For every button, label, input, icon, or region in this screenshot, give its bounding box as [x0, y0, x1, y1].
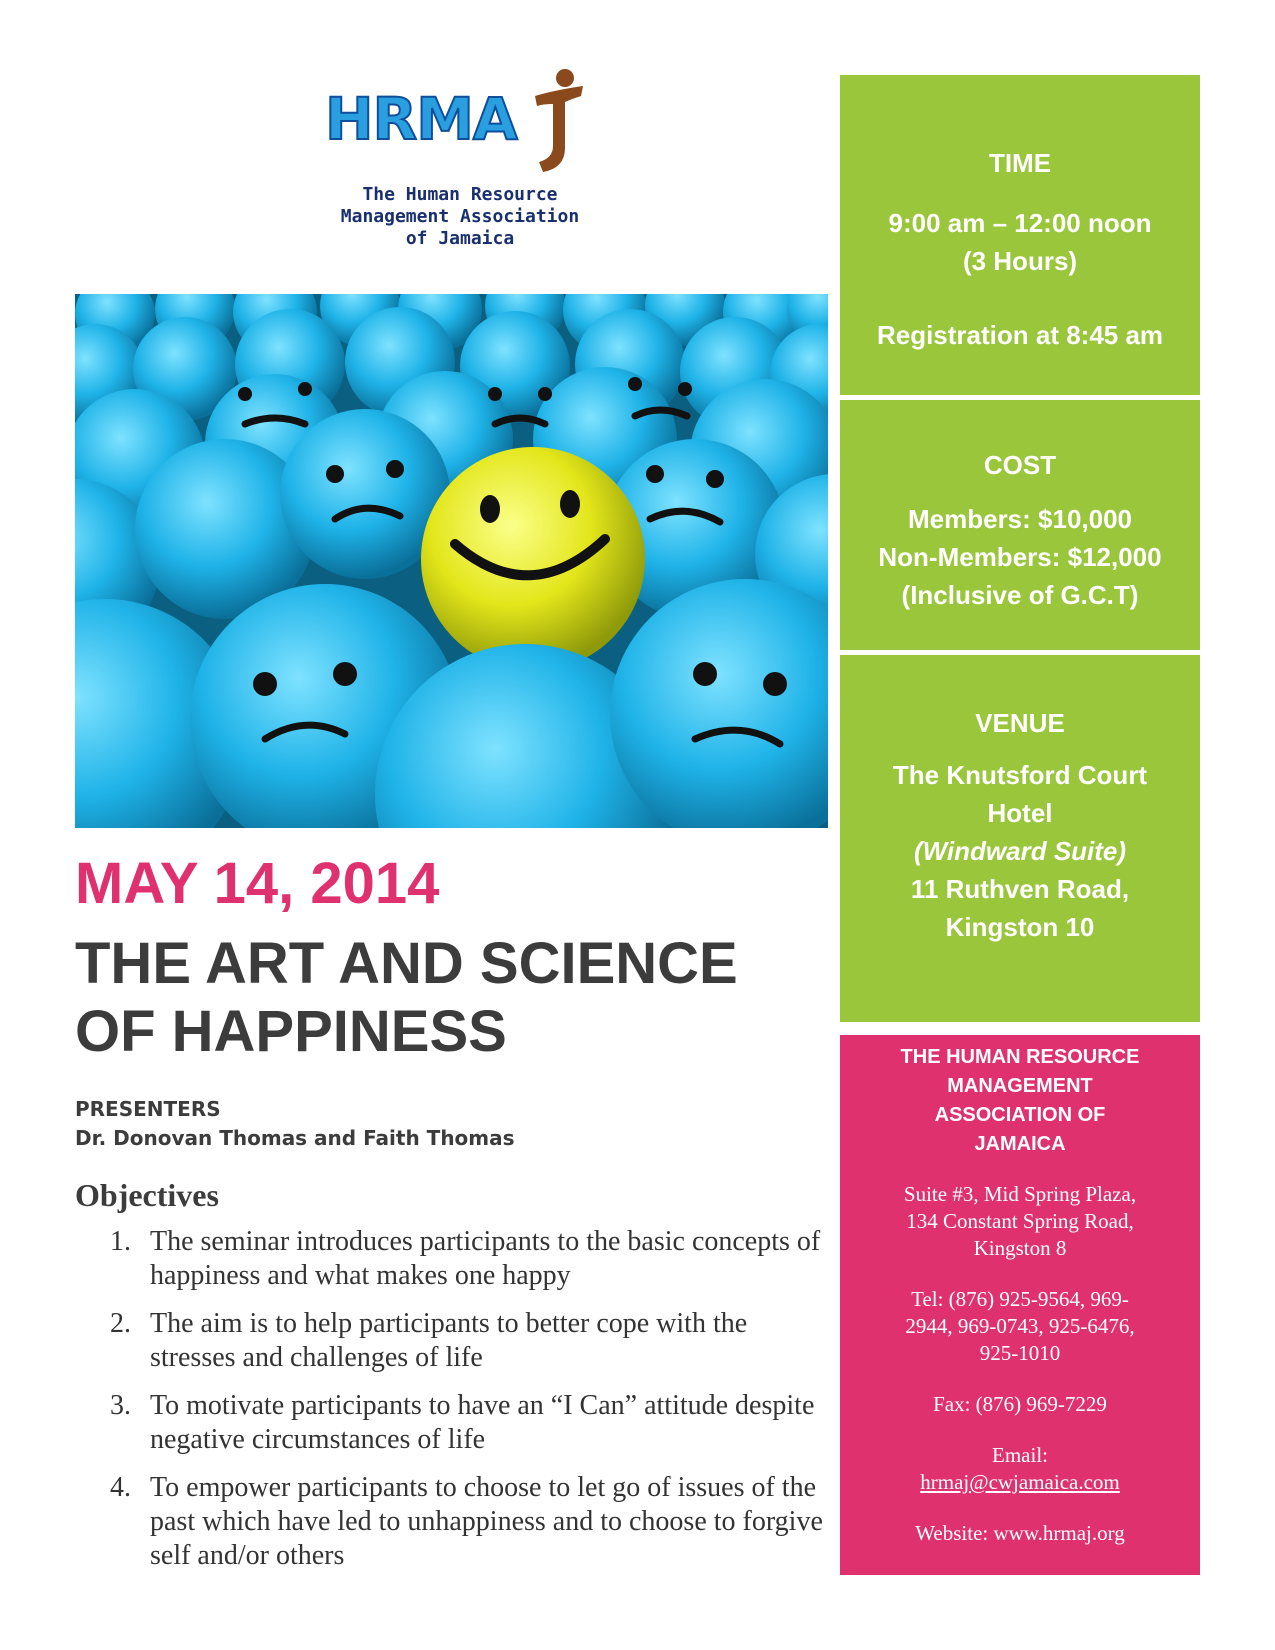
presenters-label: PRESENTERS	[75, 1097, 221, 1121]
org-email-label: Email:	[992, 1443, 1048, 1467]
cost-heading: COST	[983, 450, 1057, 480]
logo-caption-line: of Jamaica	[405, 228, 515, 249]
objective-item	[110, 1389, 830, 1457]
org-tel-line: 2944, 969-0743, 925-6476,	[905, 1314, 1135, 1338]
event-title-line: OF HAPPINESS	[75, 999, 507, 1064]
cost-box	[840, 400, 1200, 650]
logo-letters: HRMA	[325, 85, 517, 153]
cost-non-members: Non-Members: $12,000	[878, 542, 1162, 572]
org-name-line: JAMAICA	[974, 1133, 1066, 1155]
venue-line: Hotel	[987, 798, 1053, 828]
time-duration: (3 Hours)	[962, 246, 1078, 276]
logo-caption-line: The Human Resource	[362, 184, 558, 205]
org-contact-box	[840, 1035, 1200, 1575]
smiley-balls-photo	[75, 294, 828, 828]
org-name-line: MANAGEMENT	[947, 1075, 1093, 1097]
org-address-line: 134 Constant Spring Road,	[906, 1209, 1134, 1233]
org-tel-line: Tel: (876) 925-9564, 969-	[911, 1287, 1129, 1311]
presenters-names: Dr. Donovan Thomas and Faith Thomas	[75, 1126, 515, 1150]
objective-text: The aim is to help participants to better cope with the stresses and challenges of life	[150, 1308, 748, 1373]
org-email-link[interactable]: hrmaj@cwjamaica.com	[920, 1470, 1120, 1494]
org-address-line: Kingston 8	[973, 1236, 1067, 1260]
objective-item	[110, 1471, 830, 1573]
objective-number: 2.	[110, 1308, 131, 1339]
logo-mark	[325, 68, 585, 173]
venue-box	[840, 655, 1200, 1022]
event-date: MAY 14, 2014	[75, 851, 440, 916]
org-address-line: Suite #3, Mid Spring Plaza,	[903, 1182, 1137, 1206]
venue-line: The Knutsford Court	[892, 760, 1148, 790]
venue-line: Kingston 10	[945, 912, 1095, 942]
objective-text: To motivate participants to have an “I Can” attitude despite negative circumstances of life	[150, 1390, 815, 1455]
objective-number: 4.	[110, 1472, 131, 1503]
org-website: Website: www.hrmaj.org	[915, 1521, 1125, 1545]
org-name-line: THE HUMAN RESOURCE	[900, 1046, 1140, 1068]
objectives-heading: Objectives	[75, 1177, 219, 1213]
time-heading: TIME	[988, 148, 1052, 178]
org-name-line: ASSOCIATION OF	[934, 1104, 1106, 1126]
time-box	[840, 75, 1200, 395]
venue-heading: VENUE	[975, 708, 1065, 738]
smiley-balls-illustration	[75, 294, 828, 828]
time-registration: Registration at 8:45 am	[876, 320, 1164, 350]
objective-number: 3.	[110, 1390, 131, 1421]
venue-suite: (Windward Suite)	[913, 836, 1127, 866]
org-telephone	[840, 1286, 1200, 1367]
objectives-list	[110, 1225, 830, 1587]
logo-caption-line: Management Association	[340, 206, 580, 227]
person-figure-icon	[525, 68, 585, 173]
cost-members: Members: $10,000	[907, 504, 1133, 534]
venue-line: 11 Ruthven Road,	[910, 874, 1130, 904]
org-tel-line: 925-1010	[979, 1341, 1061, 1365]
org-address	[840, 1181, 1200, 1262]
objective-text: To empower participants to choose to let go of issues of the past which have led to unhappiness and to choose to forgive self and/or others	[150, 1472, 823, 1571]
objective-text: The seminar introduces participants to the basic concepts of happiness and what makes one happy	[150, 1226, 821, 1291]
objective-item	[110, 1307, 830, 1375]
org-fax: Fax: (876) 969-7229	[933, 1392, 1107, 1416]
org-name	[840, 1035, 1200, 1159]
event-title-line: THE ART AND SCIENCE	[75, 931, 738, 996]
objective-item	[110, 1225, 830, 1293]
hrmaj-logo	[295, 68, 625, 258]
logo-caption	[295, 184, 625, 250]
event-title	[75, 930, 738, 1066]
objective-number: 1.	[110, 1226, 131, 1257]
cost-note: (Inclusive of G.C.T)	[901, 580, 1139, 610]
time-hours: 9:00 am – 12:00 noon	[888, 208, 1152, 238]
